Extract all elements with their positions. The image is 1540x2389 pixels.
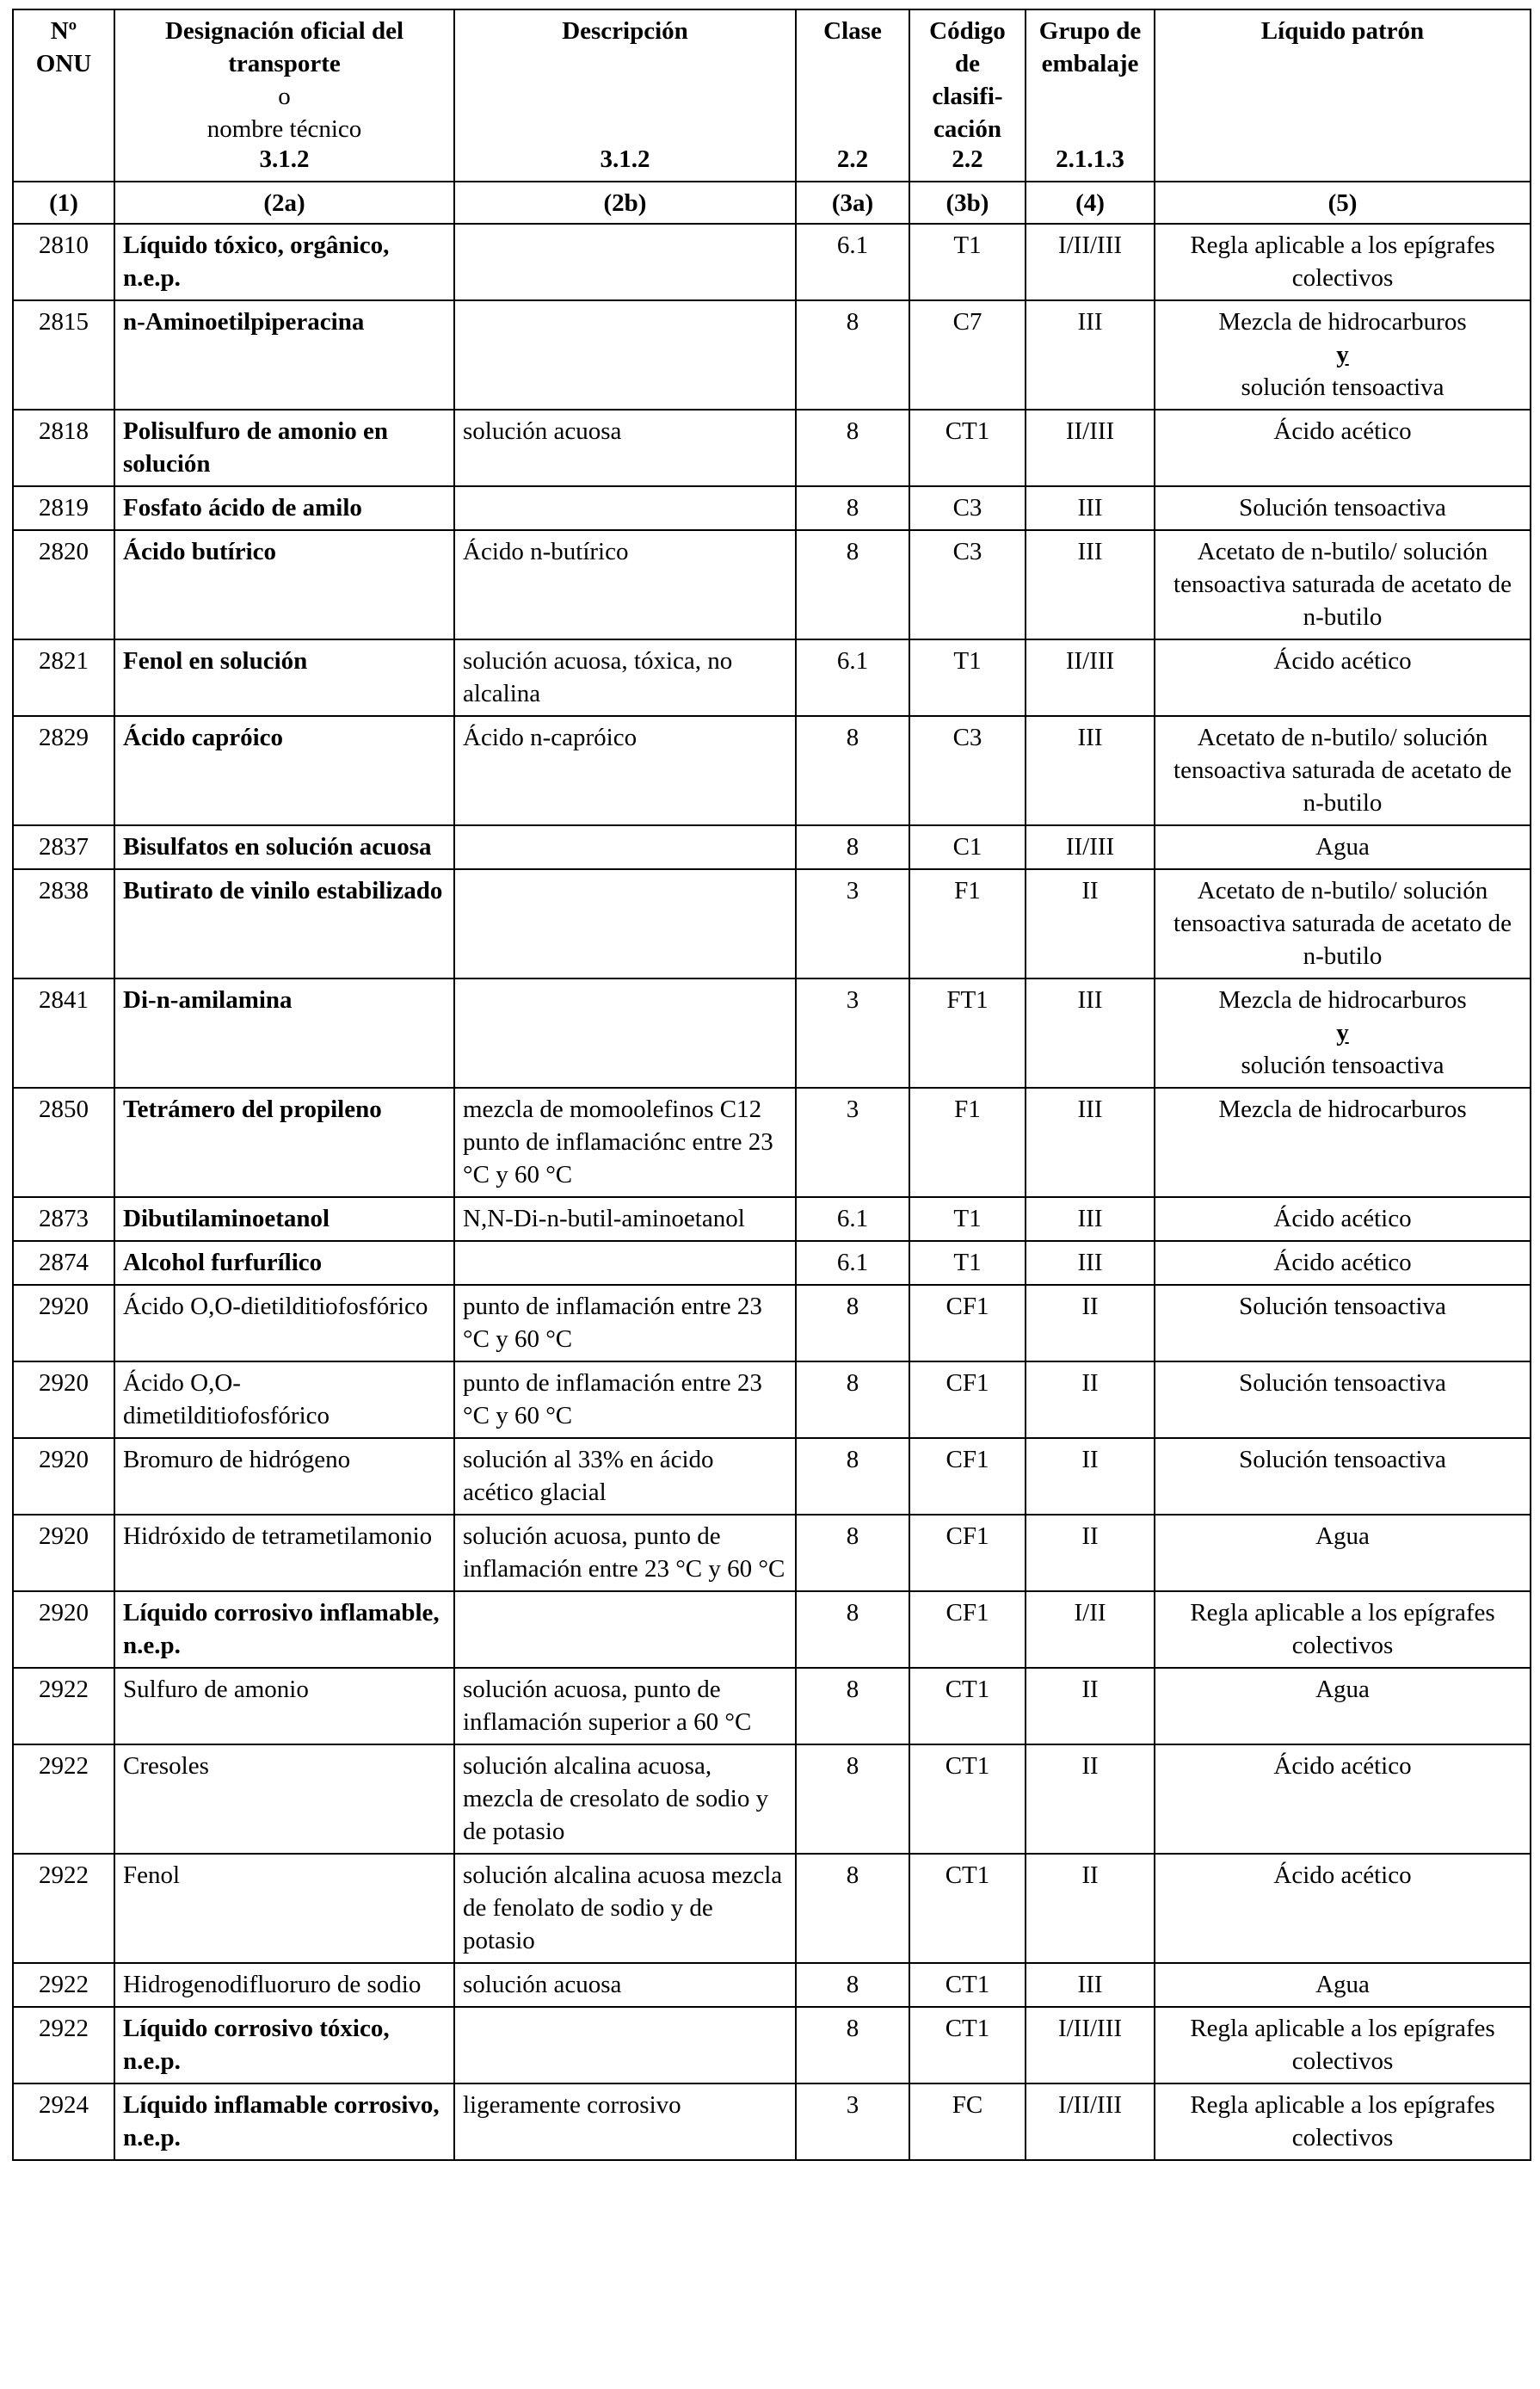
packing-group-cell: I/II — [1026, 1591, 1155, 1668]
packing-group-cell: I/II/III — [1026, 2083, 1155, 2160]
description-cell — [454, 486, 796, 530]
standard-liquid-cell: Regla aplicable a los epígrafes colectivos — [1155, 2083, 1531, 2160]
substances-table — [12, 9, 1531, 2161]
designation-cell: Líquido corrosivo tóxico, n.e.p. — [114, 2007, 454, 2083]
class-cell: 8 — [796, 1438, 909, 1515]
classification-code-cell: CF1 — [909, 1591, 1026, 1668]
classification-code-cell: CT1 — [909, 1854, 1026, 1963]
onu-cell: 2810 — [13, 224, 114, 300]
standard-liquid-cell: Agua — [1155, 1963, 1531, 2007]
description-cell — [454, 2007, 796, 2083]
class-cell: 8 — [796, 1515, 909, 1591]
description-cell: Ácido n-capróico — [454, 716, 796, 825]
header-clase-ref: 2.2 — [836, 145, 869, 173]
standard-liquid-cell: Regla aplicable a los epígrafes colectivos — [1155, 1591, 1531, 1668]
description-cell: solución acuosa — [454, 1963, 796, 2007]
designation-cell: Tetrámero del propileno — [114, 1088, 454, 1197]
onu-cell: 2837 — [13, 825, 114, 869]
description-cell — [454, 869, 796, 978]
table-row — [13, 825, 1531, 869]
table-row — [13, 1963, 1531, 2007]
designation-cell: Butirato de vinilo estabilizado — [114, 869, 454, 978]
classification-code-cell: F1 — [909, 1088, 1026, 1197]
standard-liquid-cell: Agua — [1155, 1668, 1531, 1744]
document-page — [12, 9, 1530, 2161]
header-descripcion: Descripción 3.1.2 — [454, 9, 796, 182]
classification-code-cell: CF1 — [909, 1515, 1026, 1591]
packing-group-cell: III — [1026, 716, 1155, 825]
description-cell: punto de inflamación entre 23 °C y 60 °C — [454, 1361, 796, 1438]
packing-group-cell: III — [1026, 486, 1155, 530]
classification-code-cell: CF1 — [909, 1361, 1026, 1438]
designation-cell: Hidrogenodifluoruro de sodio — [114, 1963, 454, 2007]
header-clase: Clase 2.2 — [796, 9, 909, 182]
designation-cell: Cresoles — [114, 1744, 454, 1854]
description-cell: solución acuosa, tóxica, no alcalina — [454, 639, 796, 716]
standard-liquid-part2: solución tensoactiva — [1241, 373, 1445, 401]
table-body — [13, 224, 1531, 2160]
class-cell: 3 — [796, 869, 909, 978]
description-cell: punto de inflamación entre 23 °C y 60 °C — [454, 1285, 796, 1361]
onu-cell: 2920 — [13, 1591, 114, 1668]
description-cell — [454, 224, 796, 300]
onu-cell: 2922 — [13, 2007, 114, 2083]
packing-group-cell: II/III — [1026, 825, 1155, 869]
column-number: (2b) — [454, 182, 796, 224]
designation-cell: Di-n-amilamina — [114, 978, 454, 1088]
classification-code-cell: CT1 — [909, 1744, 1026, 1854]
designation-cell: Bisulfatos en solución acuosa — [114, 825, 454, 869]
classification-code-cell: FC — [909, 2083, 1026, 2160]
header-descripcion-ref: 3.1.2 — [600, 145, 650, 173]
onu-cell: 2829 — [13, 716, 114, 825]
designation-cell: Fenol en solución — [114, 639, 454, 716]
standard-liquid-cell: Ácido acético — [1155, 1744, 1531, 1854]
standard-liquid-cell: Solución tensoactiva — [1155, 486, 1531, 530]
onu-cell: 2874 — [13, 1241, 114, 1285]
designation-cell: n-Aminoetilpiperacina — [114, 300, 454, 410]
packing-group-cell: III — [1026, 1241, 1155, 1285]
table-row — [13, 1515, 1531, 1591]
onu-cell: 2821 — [13, 639, 114, 716]
packing-group-cell: III — [1026, 1088, 1155, 1197]
standard-liquid-cell — [1155, 978, 1531, 1088]
packing-group-cell: II — [1026, 1515, 1155, 1591]
header-grupo-ref: 2.1.1.3 — [1056, 145, 1124, 173]
onu-cell: 2815 — [13, 300, 114, 410]
standard-liquid-part2: solución tensoactiva — [1241, 1052, 1445, 1079]
classification-code-cell: CT1 — [909, 1668, 1026, 1744]
header-liquido: Líquido patrón — [1155, 9, 1531, 182]
designation-cell: Dibutilaminoetanol — [114, 1197, 454, 1241]
description-cell: solución acuosa, punto de inflamación entre 23 °C y 60 °C — [454, 1515, 796, 1591]
packing-group-cell: III — [1026, 1963, 1155, 2007]
onu-cell: 2920 — [13, 1285, 114, 1361]
header-designacion-line3: nombre técnico — [206, 115, 362, 143]
table-row — [13, 2007, 1531, 2083]
standard-liquid-cell: Acetato de n-butilo/ solución tensoactiva saturada de acetato de n-butilo — [1155, 869, 1531, 978]
designation-cell: Polisulfuro de amonio en solución — [114, 410, 454, 486]
table-row — [13, 410, 1531, 486]
classification-code-cell: C1 — [909, 825, 1026, 869]
packing-group-cell: II — [1026, 1668, 1155, 1744]
packing-group-cell: II — [1026, 1854, 1155, 1963]
onu-cell: 2850 — [13, 1088, 114, 1197]
designation-cell: Ácido butírico — [114, 530, 454, 639]
header-row — [13, 9, 1531, 182]
standard-liquid-cell: Ácido acético — [1155, 639, 1531, 716]
onu-cell: 2838 — [13, 869, 114, 978]
class-cell: 8 — [796, 1285, 909, 1361]
description-cell: solución acuosa — [454, 410, 796, 486]
column-number: (3a) — [796, 182, 909, 224]
designation-cell: Ácido O,O-dietilditiofosfórico — [114, 1285, 454, 1361]
classification-code-cell: CT1 — [909, 1963, 1026, 2007]
classification-code-cell: F1 — [909, 869, 1026, 978]
column-number: (1) — [13, 182, 114, 224]
class-cell: 8 — [796, 300, 909, 410]
table-row — [13, 869, 1531, 978]
standard-liquid-part1: Mezcla de hidrocarburos — [1218, 308, 1467, 336]
standard-liquid-cell: Ácido acético — [1155, 1197, 1531, 1241]
classification-code-cell: C7 — [909, 300, 1026, 410]
standard-liquid-part1: Mezcla de hidrocarburos — [1218, 986, 1467, 1014]
header-designacion — [114, 9, 454, 182]
classification-code-cell: C3 — [909, 716, 1026, 825]
class-cell: 3 — [796, 2083, 909, 2160]
classification-code-cell: CT1 — [909, 2007, 1026, 2083]
standard-liquid-cell: Solución tensoactiva — [1155, 1438, 1531, 1515]
description-cell: Ácido n-butírico — [454, 530, 796, 639]
description-cell: solución alcalina acuosa mezcla de fenolato de sodio y de potasio — [454, 1854, 796, 1963]
standard-liquid-cell: Acetato de n-butilo/ solución tensoactiva saturada de acetato de n-butilo — [1155, 530, 1531, 639]
classification-code-cell: T1 — [909, 224, 1026, 300]
standard-liquid-cell: Ácido acético — [1155, 1854, 1531, 1963]
conjunction-y: y — [1336, 341, 1349, 368]
table-row — [13, 716, 1531, 825]
packing-group-cell: I/II/III — [1026, 2007, 1155, 2083]
header-codigo: Código de clasifi-cación 2.2 — [909, 9, 1026, 182]
designation-cell: Alcohol furfurílico — [114, 1241, 454, 1285]
header-designacion-ref: 3.1.2 — [259, 145, 310, 173]
classification-code-cell: FT1 — [909, 978, 1026, 1088]
onu-cell: 2922 — [13, 1854, 114, 1963]
description-cell — [454, 825, 796, 869]
description-cell: N,N-Di-n-butil-aminoetanol — [454, 1197, 796, 1241]
description-cell — [454, 1591, 796, 1668]
packing-group-cell: II — [1026, 869, 1155, 978]
description-cell: solución acuosa, punto de inflamación superior a 60 °C — [454, 1668, 796, 1744]
designation-cell: Ácido capróico — [114, 716, 454, 825]
description-cell: solución al 33% en ácido acético glacial — [454, 1438, 796, 1515]
table-row — [13, 1241, 1531, 1285]
onu-cell: 2922 — [13, 1744, 114, 1854]
onu-cell: 2920 — [13, 1515, 114, 1591]
table-row — [13, 1285, 1531, 1361]
designation-cell: Ácido O,O-dimetilditiofosfórico — [114, 1361, 454, 1438]
classification-code-cell: CT1 — [909, 410, 1026, 486]
standard-liquid-cell: Regla aplicable a los epígrafes colectivos — [1155, 224, 1531, 300]
class-cell: 8 — [796, 1668, 909, 1744]
header-designacion-line1: Designación oficial del transporte — [164, 17, 404, 77]
standard-liquid-cell: Agua — [1155, 825, 1531, 869]
onu-cell: 2920 — [13, 1438, 114, 1515]
standard-liquid-cell: Ácido acético — [1155, 410, 1531, 486]
onu-cell: 2873 — [13, 1197, 114, 1241]
description-cell — [454, 300, 796, 410]
class-cell: 8 — [796, 410, 909, 486]
designation-cell: Líquido tóxico, orgânico, n.e.p. — [114, 224, 454, 300]
table-row — [13, 2083, 1531, 2160]
class-cell: 3 — [796, 1088, 909, 1197]
onu-cell: 2820 — [13, 530, 114, 639]
class-cell: 8 — [796, 825, 909, 869]
class-cell: 8 — [796, 1744, 909, 1854]
description-cell: solución alcalina acuosa, mezcla de cresolato de sodio y de potasio — [454, 1744, 796, 1854]
standard-liquid-cell: Solución tensoactiva — [1155, 1285, 1531, 1361]
standard-liquid-cell: Acetato de n-butilo/ solución tensoactiva saturada de acetato de n-butilo — [1155, 716, 1531, 825]
table-row — [13, 978, 1531, 1088]
description-cell: ligeramente corrosivo — [454, 2083, 796, 2160]
column-number: (3b) — [909, 182, 1026, 224]
designation-cell: Sulfuro de amonio — [114, 1668, 454, 1744]
packing-group-cell: II/III — [1026, 639, 1155, 716]
table-row — [13, 486, 1531, 530]
packing-group-cell: I/II/III — [1026, 224, 1155, 300]
column-number: (2a) — [114, 182, 454, 224]
description-cell: mezcla de momoolefinos C12 punto de inflamaciónc entre 23 °C y 60 °C — [454, 1088, 796, 1197]
description-cell — [454, 1241, 796, 1285]
class-cell: 6.1 — [796, 639, 909, 716]
onu-cell: 2922 — [13, 1963, 114, 2007]
onu-cell: 2922 — [13, 1668, 114, 1744]
column-number-row — [13, 182, 1531, 224]
header-designacion-line2: o — [278, 83, 291, 110]
onu-cell: 2924 — [13, 2083, 114, 2160]
class-cell: 6.1 — [796, 1197, 909, 1241]
packing-group-cell: III — [1026, 1197, 1155, 1241]
header-codigo-ref: 2.2 — [952, 145, 983, 173]
packing-group-cell: III — [1026, 978, 1155, 1088]
class-cell: 8 — [796, 1361, 909, 1438]
classification-code-cell: T1 — [909, 1241, 1026, 1285]
onu-cell: 2920 — [13, 1361, 114, 1438]
description-cell — [454, 978, 796, 1088]
table-row — [13, 1197, 1531, 1241]
class-cell: 3 — [796, 978, 909, 1088]
designation-cell: Fosfato ácido de amilo — [114, 486, 454, 530]
packing-group-cell: II — [1026, 1285, 1155, 1361]
class-cell: 8 — [796, 1591, 909, 1668]
table-row — [13, 639, 1531, 716]
classification-code-cell: T1 — [909, 1197, 1026, 1241]
table-row — [13, 1438, 1531, 1515]
table-row — [13, 530, 1531, 639]
designation-cell: Líquido inflamable corrosivo, n.e.p. — [114, 2083, 454, 2160]
column-number: (4) — [1026, 182, 1155, 224]
table-row — [13, 300, 1531, 410]
table-row — [13, 224, 1531, 300]
class-cell: 8 — [796, 1963, 909, 2007]
table-row — [13, 1591, 1531, 1668]
classification-code-cell: CF1 — [909, 1285, 1026, 1361]
standard-liquid-cell: Ácido acético — [1155, 1241, 1531, 1285]
onu-cell: 2819 — [13, 486, 114, 530]
table-row — [13, 1361, 1531, 1438]
standard-liquid-cell: Solución tensoactiva — [1155, 1361, 1531, 1438]
onu-cell: 2818 — [13, 410, 114, 486]
standard-liquid-cell: Regla aplicable a los epígrafes colectivos — [1155, 2007, 1531, 2083]
class-cell: 8 — [796, 2007, 909, 2083]
standard-liquid-cell: Mezcla de hidrocarburos — [1155, 1088, 1531, 1197]
table-row — [13, 1854, 1531, 1963]
column-number: (5) — [1155, 182, 1531, 224]
classification-code-cell: C3 — [909, 530, 1026, 639]
class-cell: 8 — [796, 716, 909, 825]
packing-group-cell: II — [1026, 1438, 1155, 1515]
classification-code-cell: C3 — [909, 486, 1026, 530]
class-cell: 8 — [796, 486, 909, 530]
packing-group-cell: III — [1026, 530, 1155, 639]
standard-liquid-cell: Agua — [1155, 1515, 1531, 1591]
designation-cell: Líquido corrosivo inflamable, n.e.p. — [114, 1591, 454, 1668]
class-cell: 8 — [796, 1854, 909, 1963]
packing-group-cell: II — [1026, 1744, 1155, 1854]
onu-cell: 2841 — [13, 978, 114, 1088]
header-grupo: Grupo de embalaje 2.1.1.3 — [1026, 9, 1155, 182]
standard-liquid-cell — [1155, 300, 1531, 410]
table-row — [13, 1668, 1531, 1744]
class-cell: 6.1 — [796, 224, 909, 300]
classification-code-cell: T1 — [909, 639, 1026, 716]
table-row — [13, 1088, 1531, 1197]
designation-cell: Hidróxido de tetrametilamonio — [114, 1515, 454, 1591]
designation-cell: Bromuro de hidrógeno — [114, 1438, 454, 1515]
classification-code-cell: CF1 — [909, 1438, 1026, 1515]
packing-group-cell: II — [1026, 1361, 1155, 1438]
class-cell: 8 — [796, 530, 909, 639]
packing-group-cell: II/III — [1026, 410, 1155, 486]
designation-cell: Fenol — [114, 1854, 454, 1963]
header-onu: Nº ONU — [13, 9, 114, 182]
table-row — [13, 1744, 1531, 1854]
class-cell: 6.1 — [796, 1241, 909, 1285]
conjunction-y: y — [1336, 1019, 1349, 1046]
packing-group-cell: III — [1026, 300, 1155, 410]
